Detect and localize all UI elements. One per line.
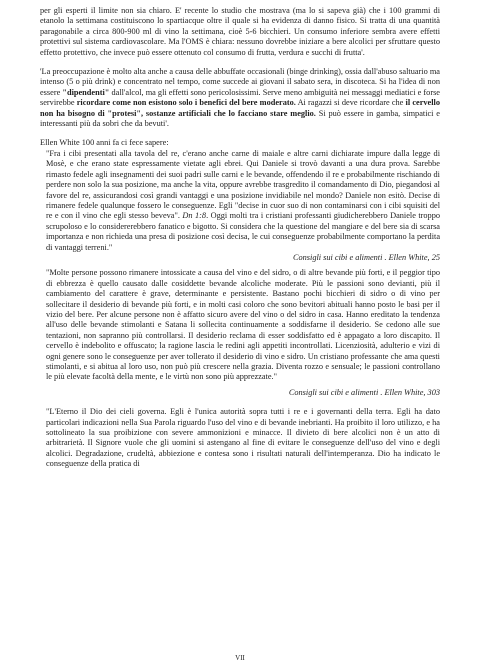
- quote-daniele-body: "Fra i cibi presentati alla tavola del re, c'erano anche carne di maiale e altre carni dichiarate impure dalla legge di Mosè, e che erano state espressamente vietate agli ebrei. Qui Daniele si trovò davanti a una dura prova. Sarebbe rimasto fedele agli insegnamenti dei suoi padri sulle carni e le bevande, offendendo il re e probabilmente rischiando di perdere non solo la sua posizione, ma anche la vita, oppure avrebbe trasgredito il comandamento di Dio, piegandosi al favore del re, assicurandosi così grandi vantaggi e una posizione invidiabile nel mondo? Daniele non esitò. Decise di rimanere fedele qualunque fossero le conseguenze. Egli "decise in cuor suo di non contaminarsi con i cibi squisiti del re e con il vino che egli stesso beveva".: [46, 148, 440, 221]
- binge-bold-1: "dipendenti": [62, 87, 110, 97]
- binge-text-2: dall'alcol, ma gli effetti sono pericolosissimi. Serve meno ambiguità nei messaggi mediatici e forse servirebbe: [40, 87, 440, 108]
- quote-vino-sidro-text: "Molte persone possono rimanere intossicate a causa del vino e del sidro, o di altre bevande più forti, e il peggior tipo di ebbrezza è quello causato dalle cosiddette bevande alcoliche moderate. Più le passioni sono devianti, più il cambiamento del carattere è grave, determinante e persistente. Bastano pochi bicchieri di sidro o di vino per sollecitare il desiderio di bevande più forti, e in molti casi coloro che sono bevitori abituali hanno posto le basi per il vizio del bere. Per alcune persone non è affatto sicuro avere del vino o del sidro in casa. Hanno ereditato la tendenza all'uso delle bevande stimolanti e Satana li sollecita continuamente a soddisfarne il desiderio. Se cedono alle sue tentazioni, non sapranno più controllarsi. Il desiderio reclama di esser soddisfatto ed è appagato a loro discapito. Il cervello è indebolito e offuscato; la ragione lascia le redini agli appetiti incontrollati. Licenziosità, adulterio e vizi di ogni genere sono le conseguenze per aver tollerato il desiderio di vino e sidro. Un cristiano professante che ama questi stimolanti, e si abitua al loro uso, non può più crescere nella grazia. Diventa rozzo e sensuale; le passioni controllano le più elevate facoltà della mente, e le virtù non sono più apprezzate.": [46, 268, 440, 382]
- document-page: [40, 6, 440, 470]
- paragraph-binge-drinking: [40, 67, 440, 129]
- page-number: VII: [235, 654, 245, 662]
- quote-daniele-ref: Dn 1:8: [179, 211, 207, 221]
- quote-eterno-text: "L'Eterno il Dio dei cieli governa. Egli è l'unica autorità sopra tutti i re e i governanti della terra. Egli ha dato particolari indicazioni nella Sua Parola riguardo l'uso del vino e di bevande inebrianti. Ha proibito il loro utilizzo, e ha sottolineato la sua proibizione con severe ammonizioni e minacce. Il divieto di bere alcolici non è un atto di arbitrarietà. Il Signore vuole che gli uomini si astengano al fine di evitare le conseguenze dell'uso del vino e degli alcolici. Degradazione, crudeltà, abbiezione e contesa sono i risultati naturali dell'intemperanza. Dio ha indicato le conseguenze della pratica di: [46, 407, 440, 469]
- binge-text-3: Ai ragazzi si deve ricordare che: [295, 98, 406, 108]
- quote-daniele-citation: Consigli sui cibi e alimenti . Ellen White, 25: [292, 252, 440, 262]
- binge-text-1: 'La preoccupazione è molto alta anche a causa delle abbuffate occasionali (binge drinking), ossia dall'abuso saltuario ma intenso (5 o più drink) e concentrato nel tempo, come succede ai giovani il sabato sera, in discoteca. Si ha l'idea di non essere: [40, 67, 440, 97]
- quote-daniele: [40, 149, 440, 263]
- paragraph-oms: per gli esperti il limite non sia chiaro. E' recente lo studio che mostrava (ma lo si sapeva già) che i 100 grammi di etanolo la settimana costituiscono lo spartiacque oltre il quale si ha evidenza di danno fisico. Si tratta di una quantità paragonabile a circa 800-900 ml di vino la settimana, cioè 5-6 bicchieri. Un consumo inferiore sembra avere effetti protettivi sul sistema cardiovascolare. Ma l'OMS è chiara: nessuno dovrebbe iniziare a bere alcolici per sfruttare questo effetto protettivo, che invece può essere ottenuto col consumo di frutta, verdura e succhi di frutta'.: [40, 6, 440, 57]
- quote-vino-sidro-citation: Consigli sui cibi e alimenti . Ellen White, 303: [288, 387, 440, 397]
- section-heading: Ellen White 100 anni fa ci fece sapere:: [40, 138, 169, 148]
- quote-daniele-text: [46, 149, 440, 253]
- binge-bold-2: ricordare come non esistono solo i benefici del bere moderato.: [76, 98, 296, 108]
- quote-vino-sidro: [40, 268, 440, 398]
- quote-eterno: [40, 407, 440, 469]
- quote-daniele-body-2: . Oggi molti tra i cristiani professanti giudicherebbero Daniele troppo scrupoloso e lo considererebbero fanatico e bigotto. Si considera che la questione del mangiare e del bere sia di scarsa importanza e non richieda una presa di posizione così decisa, le cui conseguenze probabilmente comportano la perdita di vantaggi terreni.": [46, 211, 441, 252]
- binge-text-4: Si può essere in gamba, simpatici e interessanti più da sobri che da bevuti'.: [40, 108, 440, 129]
- binge-bold-3: il cervello non ha bisogno di "protesi", sostanze artificiali che lo facciano stare meglio.: [40, 98, 440, 118]
